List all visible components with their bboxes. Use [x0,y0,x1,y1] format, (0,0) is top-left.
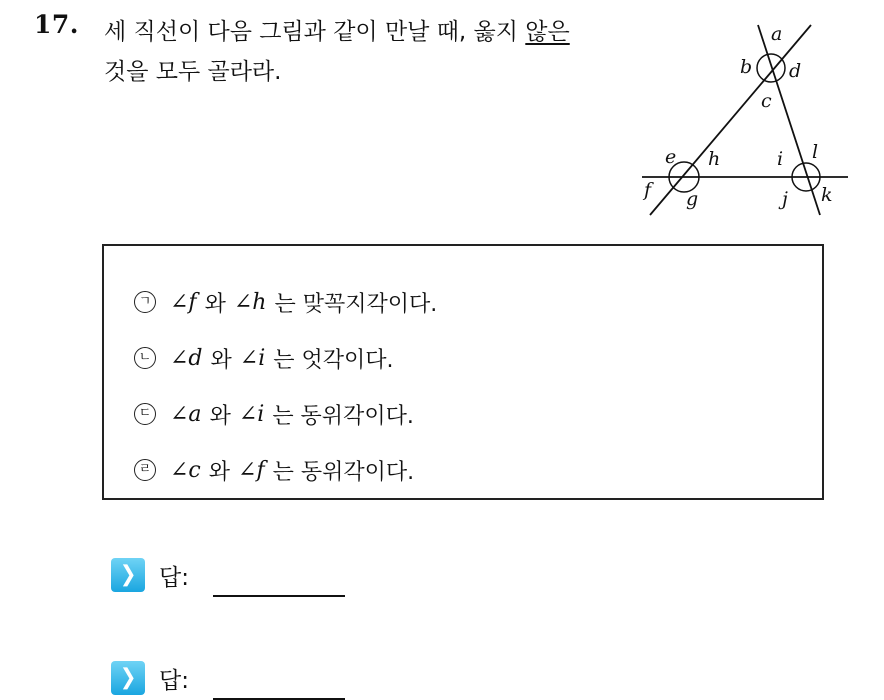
answer-row [111,658,345,698]
figure-svg [636,15,858,225]
label-c: c [761,90,772,112]
choice-item [134,397,414,431]
chevron-right-icon: ❯ [111,558,145,592]
label-l: l [812,141,819,163]
label-b: b [740,56,753,78]
choice-connector: 와 [209,403,231,429]
label-d: d [789,60,802,82]
answer-blank[interactable] [213,567,345,597]
question-text-line2: 것을 모두 골라라. [104,59,282,85]
choice-marker: ㄷ [134,403,156,425]
choice-angle-1: ∠c [170,457,201,483]
top-intersection-arc [757,54,785,82]
choice-angle-2: ∠i [238,401,265,427]
label-h: h [708,148,721,170]
choice-connector: 와 [204,291,226,317]
question-text-line1: 세 직선이 다음 그림과 같이 만날 때, 옳지 [104,19,526,45]
rising-line [650,25,811,215]
choice-angle-2: ∠i [239,345,266,371]
question-text-emphasis: 않은 [525,19,570,45]
answer-label: 답: [159,564,189,591]
choice-angle-1: ∠f [170,289,197,315]
choice-marker: ㄱ [134,291,156,313]
choice-item [134,453,414,487]
question-text [104,12,624,92]
choice-statement: 는 엇각이다. [273,347,394,373]
question-number: 17. [34,10,79,39]
answer-blank[interactable] [213,670,345,700]
label-e: e [665,146,677,168]
choice-marker: ㄹ [134,459,156,481]
choice-item [134,341,394,375]
choices-box [102,244,824,500]
label-j: j [782,188,788,210]
label-g: g [686,188,699,210]
choice-item [134,285,437,319]
answer-row [111,555,345,595]
label-i: i [777,148,784,170]
choice-connector: 와 [210,347,232,373]
choice-marker: ㄴ [134,347,156,369]
choice-statement: 는 동위각이다. [272,403,414,429]
choice-connector: 와 [208,459,231,485]
label-a: a [771,23,783,45]
choice-angle-2: ∠f [238,457,265,483]
label-f: f [644,179,652,201]
choice-statement: 는 동위각이다. [272,459,415,485]
choice-angle-2: ∠h [233,289,267,315]
three-lines-figure [636,15,858,225]
choice-statement: 는 맞꼭지각이다. [274,291,438,317]
falling-line [758,25,820,215]
label-k: k [821,184,833,206]
answer-label: 답: [159,667,189,694]
choice-angle-1: ∠d [170,345,203,371]
choice-angle-1: ∠a [170,401,202,427]
chevron-right-icon: ❯ [111,661,145,695]
